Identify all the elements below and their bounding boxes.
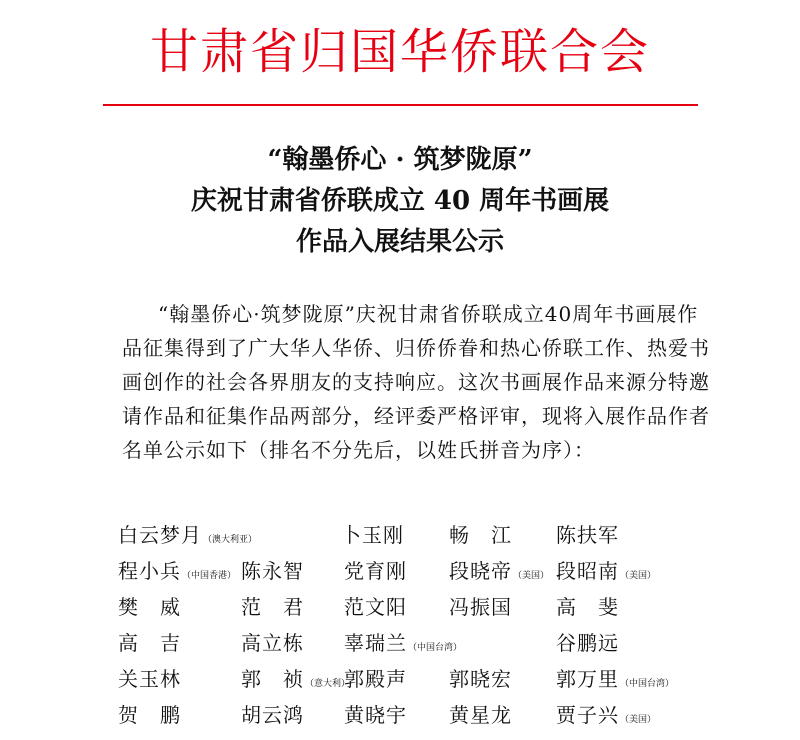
body-paragraph-line: 名单公示如下（排名不分先后，以姓氏拼音为序）： [122,438,595,462]
artist-region-note: （美国） [513,571,550,581]
artist-name: 段昭南 [556,559,619,583]
artist-name-entry [449,700,512,730]
artist-name: 郭 祯 [241,667,304,691]
artist-name-entry [118,664,181,694]
artist-name-entry [344,592,407,622]
artist-name-entry [344,628,462,663]
artist-name: 关玉林 [118,667,181,691]
artist-name-entry [449,592,512,622]
body-paragraph-line: 请作品和征集作品两部分，经评委严格评审，现将入展作品作者 [122,404,710,428]
artist-name-entry [556,592,619,622]
artist-region-note: （澳大利亚） [203,535,258,545]
artist-name-entry [344,556,407,586]
artist-name: 高 斐 [556,595,619,619]
artist-name-entry [341,520,404,550]
artist-name: 范 君 [241,595,304,619]
artist-region-note: （中国台湾） [408,643,463,653]
artist-region-note: （中国台湾） [620,679,675,689]
title-line-1: “翰墨侨心 · 筑梦陇原” [267,145,533,175]
artist-name-entry [241,556,304,586]
artist-name: 白云梦月 [118,523,202,547]
artist-name-entry [344,700,407,730]
artist-name: 贺 鹏 [118,703,181,727]
artist-name: 郭殿声 [344,667,407,691]
artist-name: 黄星龙 [449,703,512,727]
artist-name-entry [556,628,619,658]
artist-name: 畅 江 [449,523,512,547]
artist-name-entry [556,700,656,735]
artist-name: 樊 威 [118,595,181,619]
artist-name: 贾子兴 [556,703,619,727]
body-paragraph-line: 品征集得到了广大华人华侨、归侨侨眷和热心侨联工作、热爱书 [122,336,710,360]
artist-name: 卜玉刚 [341,523,404,547]
artist-name: 郭晓宏 [449,667,512,691]
artist-name-entry [344,664,407,694]
artist-name-entry [556,664,674,699]
artist-name-entry [241,628,304,658]
artist-name: 辜瑞兰 [344,631,407,655]
artist-name-entry [449,556,549,591]
artist-name-entry [241,592,304,622]
artist-name-entry [118,592,181,622]
artist-name: 高 吉 [118,631,181,655]
body-paragraph-line: 画创作的社会各界朋友的支持响应。这次书画展作品来源分特邀 [122,370,710,394]
artist-name-entry [118,520,257,555]
title-line-3: 作品入展结果公示 [295,227,504,257]
header-divider [103,104,698,106]
artist-name-entry [241,664,350,699]
artist-name: 郭万里 [556,667,619,691]
artist-name-entry [241,700,304,730]
artist-name: 党育刚 [344,559,407,583]
artist-region-note: （中国香港） [182,571,237,581]
artist-name: 程小兵 [118,559,181,583]
artist-name-entry [449,520,512,550]
artist-name: 陈扶军 [556,523,619,547]
organization-masthead: 甘肃省归国华侨联合会 [149,24,650,80]
artist-name-entry [118,628,181,658]
artist-name-entry [556,556,656,591]
artist-name: 陈永智 [241,559,304,583]
artist-name: 段晓帝 [449,559,512,583]
artist-name: 范文阳 [344,595,407,619]
artist-region-note: （意大利） [305,679,351,689]
artist-region-note: （美国） [620,571,657,581]
artist-name: 冯振国 [449,595,512,619]
artist-region-note: （美国） [620,715,657,725]
body-paragraph-line: “翰墨侨心·筑梦陇原”庆祝甘肃省侨联成立40周年书画展作 [158,302,699,326]
artist-name-entry [556,520,619,550]
artist-name: 黄晓宇 [344,703,407,727]
artist-name: 谷鹏远 [556,631,619,655]
title-line-2: 庆祝甘肃省侨联成立 40 周年书画展 [190,186,610,216]
artist-name-entry [449,664,512,694]
artist-name: 胡云鸿 [241,703,304,727]
artist-name-entry [118,556,236,591]
artist-name-entry [118,700,181,730]
artist-name: 高立栋 [241,631,304,655]
